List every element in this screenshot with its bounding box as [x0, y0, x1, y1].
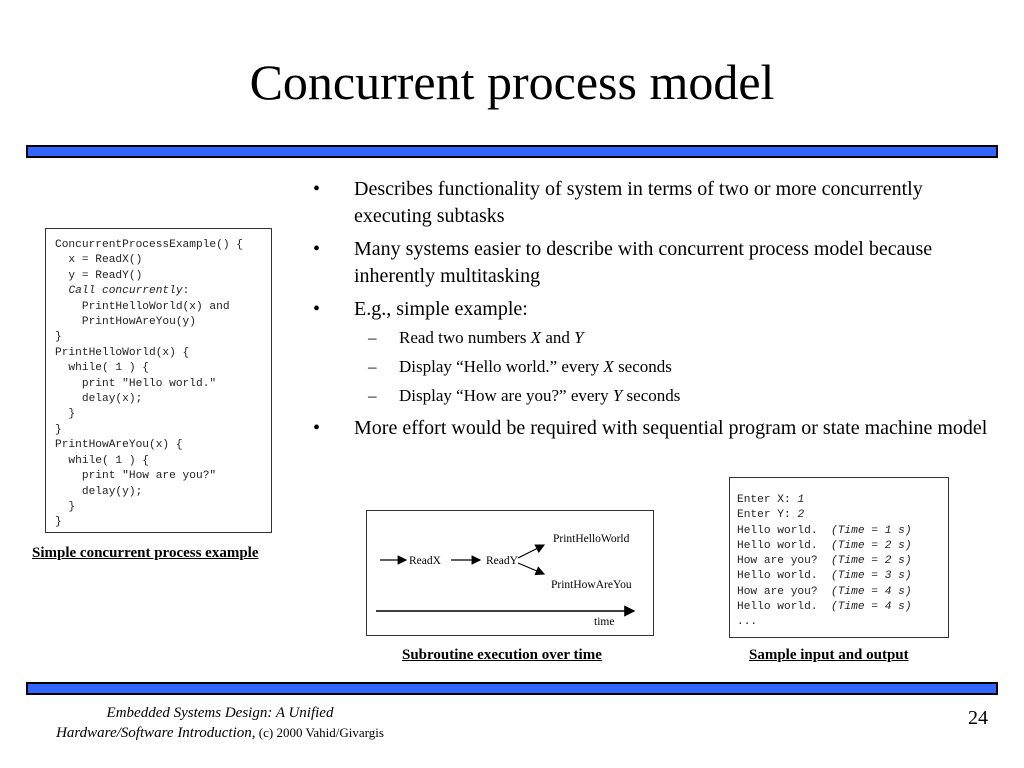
bullet-item	[313, 415, 993, 442]
code-line: :	[182, 285, 190, 298]
footer-copyright: (c) 2000 Vahid/Givargis	[255, 725, 384, 740]
code-line: }	[55, 331, 62, 344]
io-value: 1	[797, 494, 805, 506]
code-line: delay(x);	[55, 393, 143, 406]
code-caption: Simple concurrent process example	[32, 545, 259, 561]
readx-label: ReadX	[409, 555, 441, 567]
sub-bullet-item	[313, 355, 993, 379]
io-time: (Time = 2 s)	[831, 539, 912, 552]
bottom-divider-bar	[26, 682, 998, 695]
io-time: (Time = 4 s)	[831, 585, 912, 598]
variable-x: X	[603, 357, 614, 376]
diagram-caption: Subroutine execution over time	[402, 647, 602, 663]
bullet-text: E.g., simple example:	[354, 298, 528, 320]
code-line: PrintHowAreYou(y)	[55, 316, 196, 329]
code-line: y = ReadY()	[55, 269, 143, 282]
bullet-marker: •	[313, 238, 321, 260]
footer-credit	[0, 703, 440, 743]
io-caption: Sample input and output	[749, 647, 909, 663]
bullet-marker: •	[313, 417, 321, 439]
code-line: print "Hello world."	[55, 377, 217, 390]
io-line: How are you?	[737, 555, 831, 568]
code-line: }	[55, 516, 62, 529]
top-divider-bar	[26, 145, 998, 158]
sub-bullet-text: seconds	[622, 386, 681, 405]
code-line: PrintHowAreYou(x) {	[55, 439, 183, 452]
bullet-marker: •	[313, 178, 321, 200]
code-line: }	[55, 423, 62, 436]
sub-bullet-item	[313, 384, 993, 408]
code-keyword: Call concurrently	[68, 285, 183, 298]
sub-bullet-marker: –	[368, 357, 377, 376]
io-line: Hello world.	[737, 524, 831, 537]
bullet-text: Many systems easier to describe with concurrent process model because inherently multitasking	[354, 238, 933, 287]
sub-bullet-marker: –	[368, 328, 377, 347]
code-line	[55, 285, 68, 297]
sub-bullet-item	[313, 326, 993, 350]
code-line: delay(y);	[55, 485, 143, 498]
io-line: ...	[737, 616, 758, 629]
variable-y: Y	[574, 328, 584, 347]
variable-y: Y	[612, 386, 623, 405]
bullet-item	[313, 176, 993, 230]
code-line: }	[55, 500, 76, 513]
bullet-list	[313, 176, 993, 448]
execution-diagram	[366, 510, 654, 636]
bullet-text: Describes functionality of system in terms of two or more concurrently executing subtasks	[354, 178, 923, 227]
io-line: Enter X:	[737, 494, 798, 506]
slide-title: Concurrent process model	[249, 54, 775, 110]
io-time: (Time = 2 s)	[831, 555, 912, 568]
code-listing	[55, 238, 243, 531]
sub-bullet-marker: –	[368, 386, 377, 405]
code-line: }	[55, 408, 76, 421]
code-line: print "How are you?"	[55, 470, 217, 483]
io-line: Hello world.	[737, 570, 831, 583]
bullet-text: More effort would be required with sequential program or state machine model	[354, 417, 988, 439]
footer-book-title: Embedded Systems Design: A Unified	[106, 705, 334, 721]
sub-bullet-text: Display “How are you?” every	[399, 386, 613, 405]
bullet-marker: •	[313, 298, 321, 320]
io-listing	[737, 493, 912, 631]
io-time: (Time = 3 s)	[831, 570, 912, 583]
page-number: 24	[968, 707, 988, 729]
sub-bullet-text: seconds	[613, 357, 672, 376]
printhelloworld-label: PrintHelloWorld	[553, 533, 630, 545]
time-label: time	[594, 616, 615, 628]
io-time: (Time = 1 s)	[831, 524, 912, 537]
io-value: 2	[797, 509, 805, 522]
sub-bullet-text: Display “Hello world.” every	[399, 357, 604, 376]
bullet-item	[313, 236, 993, 290]
variable-x: X	[530, 328, 542, 347]
code-line: ConcurrentProcessExample() {	[55, 239, 243, 251]
io-line: How are you?	[737, 585, 831, 598]
printhowareyou-label: PrintHowAreYou	[551, 579, 632, 591]
io-line: Hello world.	[737, 539, 831, 552]
sub-bullet-text: and	[541, 328, 575, 347]
code-line: PrintHelloWorld(x) {	[55, 346, 190, 359]
code-line: while( 1 ) {	[55, 362, 149, 375]
code-line: PrintHelloWorld(x) and	[55, 300, 230, 313]
io-line: Enter Y:	[737, 509, 798, 522]
bullet-item	[313, 296, 993, 323]
code-line: x = ReadX()	[55, 254, 143, 267]
io-line: Hello world.	[737, 601, 831, 614]
ready-label: ReadY	[486, 555, 518, 567]
code-line: while( 1 ) {	[55, 454, 149, 467]
footer-book-subtitle: Hardware/Software Introduction,	[56, 725, 256, 741]
sub-bullet-text: Read two numbers	[399, 328, 531, 347]
io-time: (Time = 4 s)	[831, 601, 912, 614]
